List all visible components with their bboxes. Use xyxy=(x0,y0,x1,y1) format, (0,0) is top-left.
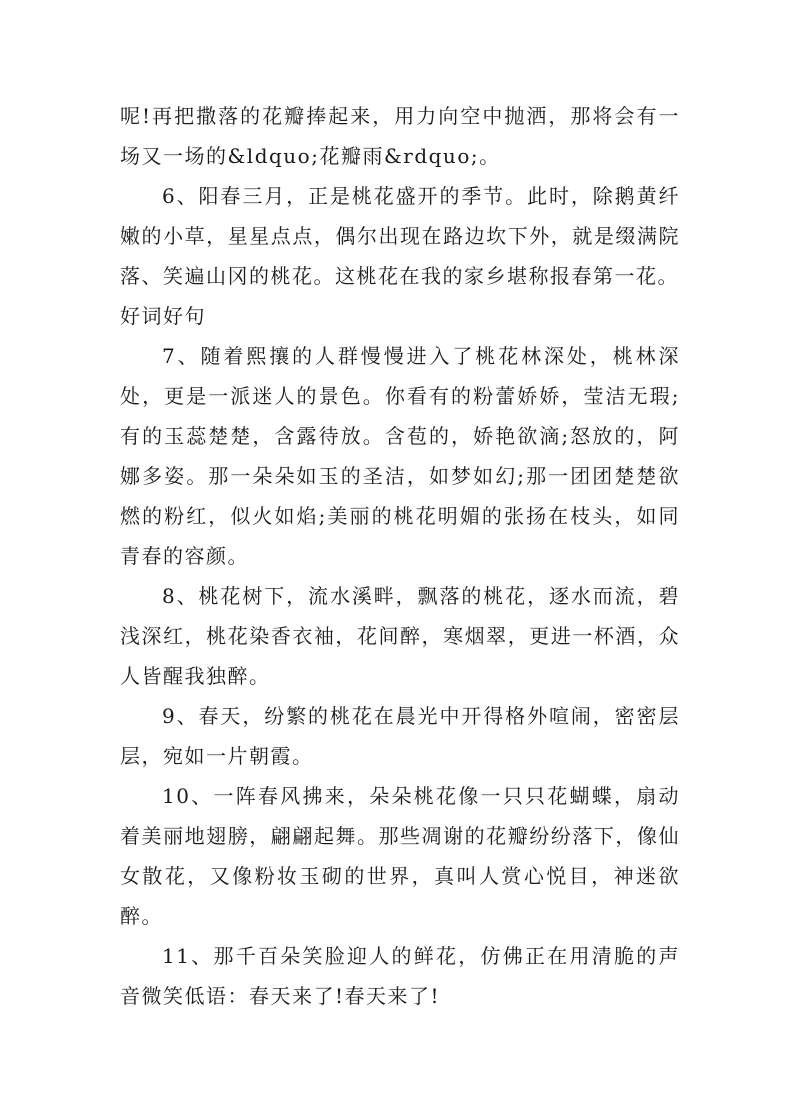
paragraph-item-8: 8、桃花树下，流水溪畔，飘落的桃花，逐水而流，碧浅深红，桃花染香衣袖，花间醉，寒烟翠，更进一杯酒，众人皆醒我独醉。 xyxy=(120,584,680,688)
section-heading: 好词好句 xyxy=(120,304,206,328)
paragraph-item-10: 10、一阵春风拂来，朵朵桃花像一只只花蝴蝶，扇动着美丽地翅膀，翩翩起舞。那些凋谢的花瓣纷纷落下，像仙女散花，又像粉妆玉砌的世界，真叫人赏心悦目，神迷欲醉。 xyxy=(120,784,680,928)
paragraph-item-9: 9、春天，纷繁的桃花在晨光中开得格外喧闹，密密层层，宛如一片朝霞。 xyxy=(120,704,680,768)
paragraph-item-11: 11、那千百朵笑脸迎人的鲜花，仿佛正在用清脆的声音微笑低语：春天来了!春天来了! xyxy=(120,944,680,1008)
paragraph-item-7: 7、随着熙攘的人群慢慢进入了桃花林深处，桃林深处，更是一派迷人的景色。你看有的粉蕾娇娇，莹洁无瑕;有的玉蕊楚楚，含露待放。含苞的，娇艳欲滴;怒放的，阿娜多姿。那一朵朵如玉的圣洁，如梦如幻;那一团团楚楚欲燃的粉红，似火如焰;美丽的桃花明媚的张扬在枝头，如同青春的容颜。 xyxy=(120,344,680,568)
paragraph-item-6: 6、阳春三月，正是桃花盛开的季节。此时，除鹅黄纤嫩的小草，星星点点，偶尔出现在路边坎下外，就是缀满院落、笑遍山冈的桃花。这桃花在我的家乡堪称报春第一花。 xyxy=(120,184,680,288)
document-body xyxy=(120,96,680,1016)
paragraph-continuation: 呢!再把撒落的花瓣捧起来，用力向空中抛洒，那将会有一场又一场的&ldquo;花瓣雨&rdquo;。 xyxy=(120,104,680,168)
